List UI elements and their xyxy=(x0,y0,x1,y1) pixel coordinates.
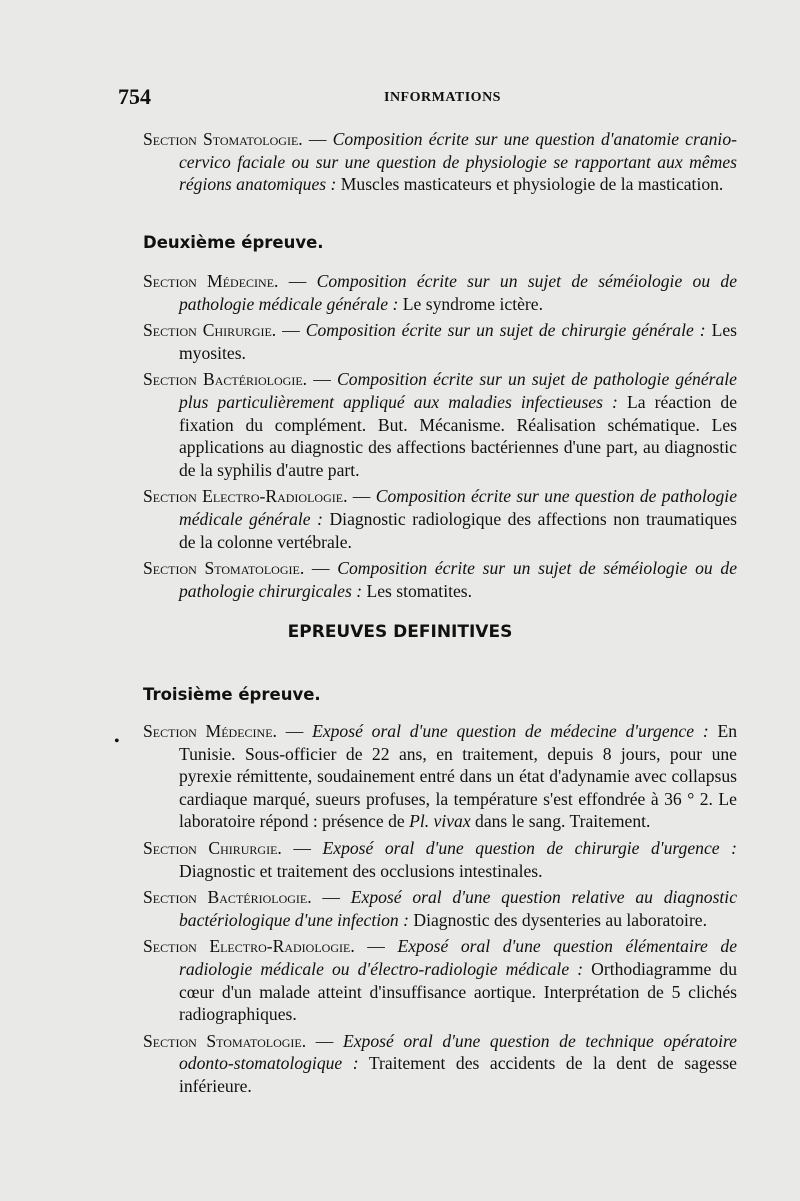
section-title-epreuves-definitives: EPREUVES DEFINITIVES xyxy=(287,622,513,642)
entry-species: Pl. vivax xyxy=(409,811,471,832)
entry-subject: Exposé oral d'une question de technique opératoire odonto-stomatologique : xyxy=(179,1030,737,1074)
entry-topic: Orthodiagramme du cœur d'un malade atteint d'insuffisance aortique. Interprétation de 5 clichés radiographiques. xyxy=(179,958,738,1025)
entry-paragraph: Section Chirurgie. — Exposé oral d'une question de chirurgie d'urgence : Diagnostic et traitement des occlusions intestinales. xyxy=(143,837,737,881)
entry-paragraph: Section Electro-Radiologie. — Exposé oral d'une question élémentaire de radiologie médicale ou d'électro-radiologie médicale : Orthodiagramme du cœur d'un malade atteint d'insuffisance aortique. Interprétation de 5 clichés radiographiques. xyxy=(143,936,738,1025)
entry-subject: Composition écrite sur une question de pathologie médicale générale : xyxy=(179,486,737,529)
entry-paragraph: Section Bactériologie. — Composition écrite sur un sujet de pathologie générale plus particulièrement appliqué aux maladies infectieuses : La réaction de fixation du complément. But. Mécanisme. Réalisation schématique. Les applications au diagnostic des affections bactériennes d'une part, au diagnostic de la syphilis d'autre part. xyxy=(143,369,738,480)
section-label: Section Stomatologie. xyxy=(143,129,303,149)
entry-subject: Composition écrite sur un sujet de chirurgie générale : xyxy=(305,320,706,341)
entry-topic: Les stomatites. xyxy=(362,580,473,601)
entry-paragraph: Section Stomatologie. — Exposé oral d'une question de technique opératoire odonto-stomatologique : Traitement des accidents de la dent de sagesse inférieure. xyxy=(143,1030,737,1096)
entry-topic: La réaction de fixation du complément. But. Mécanisme. Réalisation schématique. Les applications au diagnostic des affections bactériennes d'une part, au diagnostic de la syphilis d'autre part. xyxy=(179,391,738,480)
entry-subject: Composition écrite sur un sujet de séméiologie ou de pathologie médicale générale : xyxy=(179,271,738,314)
entry-paragraph: Section Stomatologie. — Composition écrite sur un sujet de séméiologie ou de pathologie chirurgicales : Les stomatites. xyxy=(143,558,738,601)
entry-subject: Exposé oral d'une question de médecine d'urgence : xyxy=(312,721,709,741)
section-label: Section Electro-Radiologie. xyxy=(143,486,348,507)
section-label: Section Stomatologie. xyxy=(143,1030,307,1051)
entry-subject: Composition écrite sur un sujet de pathologie générale plus particulièrement appliqué aux maladies infectieuses : xyxy=(179,369,737,412)
entry-topic: Les myosites. xyxy=(179,320,737,363)
entry-paragraph: Section Electro-Radiologie. — Composition écrite sur une question de pathologie médicale générale : Diagnostic radiologique des affections non traumatiques de la colonne vertébrale. xyxy=(143,486,737,552)
entry-subject: Exposé oral d'une question relative au diagnostic bactériologique d'une infection : xyxy=(179,887,737,930)
running-title: INFORMATIONS xyxy=(384,90,501,105)
entry-topic: Diagnostic et traitement des occlusions intestinales. xyxy=(179,860,543,881)
section-label: Section Chirurgie. xyxy=(143,320,277,341)
entry-topic: Muscles masticateurs et physiologie de la mastication. xyxy=(336,174,724,195)
section-label: Section Bactériologie. xyxy=(143,369,308,390)
section-label: Section Chirurgie. xyxy=(143,837,282,858)
page-number: 754 xyxy=(118,84,151,109)
entry-paragraph: Section Bactériologie. — Exposé oral d'une question relative au diagnostic bactériologique d'une infection : Diagnostic des dysenteries au laboratoire. xyxy=(143,887,737,930)
entry-subject: Exposé oral d'une question élémentaire de radiologie médicale ou d'électro-radiologie médicale : xyxy=(179,936,738,979)
entry-subject: Composition écrite sur un sujet de séméiologie ou de pathologie chirurgicales : xyxy=(179,558,738,601)
entry-topic: Diagnostic des dysenteries au laboratoire. xyxy=(408,909,708,930)
entry-topic: En Tunisie. Sous-officier de 22 ans, en traitement, depuis 8 jours, pour une pyrexie rémittente, soudainement entré dans un état d'adynamie avec collapsus cardiaque marqué, sueurs profuses, la température s'est effondrée à 36 ° 2. Le laboratoire répond : présence de xyxy=(179,721,738,832)
section-label: Section Médecine. xyxy=(143,271,279,291)
third-test-block xyxy=(143,720,737,1098)
section-label: Section Electro-Radiologie. xyxy=(143,936,355,957)
entry-topic: Traitement des accidents de la dent de sagesse inférieure. xyxy=(179,1053,737,1096)
section-label: Section Médecine. xyxy=(143,721,277,741)
second-test-block xyxy=(143,270,737,602)
entry-paragraph: Section Médecine. — Composition écrite sur un sujet de séméiologie ou de pathologie médicale générale : Le syndrome ictère. xyxy=(143,271,738,314)
section-label: Section Bactériologie. xyxy=(143,887,312,908)
first-section-block xyxy=(143,128,737,196)
entry-paragraph: Section Stomatologie. — Composition écrite sur une question d'anatomie cranio-cervico faciale ou sur une question de physiologie se rapportant aux mêmes régions anatomiques : Muscles masticateurs et physiologie de la mastication. xyxy=(143,129,737,195)
entry-subject: Exposé oral d'une question de chirurgie d'urgence : xyxy=(322,837,737,858)
entry-topic: Diagnostic radiologique des affections non traumatiques de la colonne vertébrale. xyxy=(179,508,737,552)
entry-subject: Composition écrite sur une question d'anatomie cranio-cervico faciale ou sur une question de physiologie se rapportant aux mêmes régions anatomiques : xyxy=(179,129,737,195)
heading-troisieme-epreuve: Troisième épreuve. xyxy=(143,685,321,704)
section-label: Section Stomatologie. xyxy=(143,558,305,579)
entry-topic: Le syndrome ictère. xyxy=(398,293,543,314)
heading-deuxieme-epreuve: Deuxième épreuve. xyxy=(143,233,324,252)
entry-paragraph: Section Médecine. — Exposé oral d'une question de médecine d'urgence : En Tunisie. Sous-officier de 22 ans, en traitement, depuis 8 jours, pour une pyrexie rémittente, soudainement entré dans un état d'adynamie avec collapsus cardiaque marqué, sueurs profuses, la température s'est effondrée à 36 ° 2. Le laboratoire répond : présence de Pl. vivax dans le sang. Traitement. xyxy=(143,721,738,832)
entry-paragraph: Section Chirurgie. — Composition écrite sur un sujet de chirurgie générale : Les myosites. xyxy=(143,320,737,363)
bullet-mark: • xyxy=(114,733,120,750)
